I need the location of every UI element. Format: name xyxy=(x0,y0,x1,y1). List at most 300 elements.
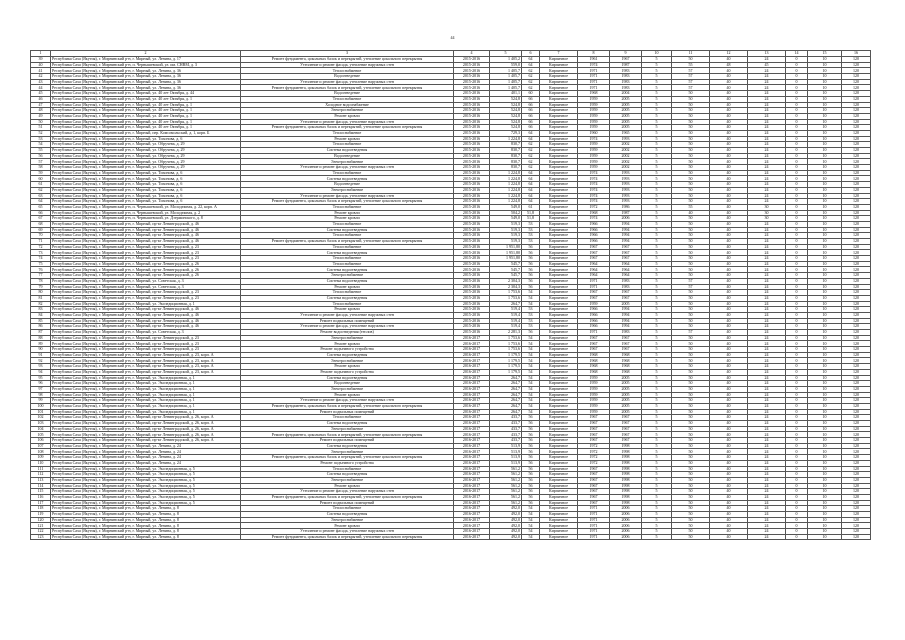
cell-period: 2015-2016 xyxy=(454,267,490,273)
cell-area: 1 405,2 xyxy=(490,57,522,63)
cell-year-built: 1964 xyxy=(578,261,610,267)
cell-col-14: 0 xyxy=(786,119,808,125)
cell-col-15: 10 xyxy=(808,57,842,63)
cell-floors: 5 xyxy=(642,432,672,438)
cell-period: 2015-2016 xyxy=(454,330,490,336)
cell-col-16: 120 xyxy=(842,415,871,421)
cell-col-13: 24 xyxy=(748,517,786,523)
cell-col-11: 57 xyxy=(672,68,710,74)
cell-col-11: 50 xyxy=(672,233,710,239)
cell-wear: 56 xyxy=(522,455,540,461)
cell-row-number: 82 xyxy=(31,301,51,307)
cell-col-11: 50 xyxy=(672,358,710,364)
cell-col-13: 24 xyxy=(748,466,786,472)
cell-wear: 64 xyxy=(522,62,540,68)
cell-year-repair: 1998 xyxy=(610,489,642,495)
cell-col-14: 0 xyxy=(786,62,808,68)
cell-col-13: 24 xyxy=(748,85,786,91)
cell-col-15: 10 xyxy=(808,96,842,102)
cell-row-number: 113 xyxy=(31,477,51,483)
cell-col-13: 24 xyxy=(748,153,786,159)
cell-floors: 5 xyxy=(642,295,672,301)
cell-work-type: Ремонт фундамента, цокольных балок и перекрытий, утепление цокольного перекрытия xyxy=(241,455,454,461)
cell-wall-material: Кирпичное xyxy=(540,312,578,318)
cell-address: Республика Саха (Якутия), г. Мирнинский р-н, г. Мирный, пр-кт Ленинградский, д. 46 xyxy=(51,312,241,318)
cell-col-16: 120 xyxy=(842,187,871,193)
cell-year-repair: 1994 xyxy=(610,233,642,239)
cell-wall-material: Кирпичное xyxy=(540,477,578,483)
cell-col-15: 10 xyxy=(808,125,842,131)
cell-floors: 5 xyxy=(642,455,672,461)
cell-col-12: 40 xyxy=(710,204,748,210)
cell-area: 433,7 xyxy=(490,426,522,432)
cell-address: Республика Саха (Якутия), г. Мирнинский р-н, г. Мирный, ул. 40 лет Октября, д. 1 xyxy=(51,119,241,125)
cell-col-15: 10 xyxy=(808,517,842,523)
cell-year-repair: 2006 xyxy=(610,512,642,518)
cell-col-12: 40 xyxy=(710,256,748,262)
cell-floors: 5 xyxy=(642,221,672,227)
cell-address: Республика Саха (Якутия), г. Мирнинский р-н, г. Мирный, ул. Обручева, д. 29 xyxy=(51,153,241,159)
cell-col-13: 24 xyxy=(748,278,786,284)
cell-wall-material: Кирпичное xyxy=(540,62,578,68)
cell-floors: 5 xyxy=(642,512,672,518)
cell-col-16: 120 xyxy=(842,477,871,483)
cell-col-12: 40 xyxy=(710,290,748,296)
cell-col-16: 120 xyxy=(842,364,871,370)
cell-col-11: 57 xyxy=(672,74,710,80)
cell-row-number: 106 xyxy=(31,438,51,444)
cell-col-11: 50 xyxy=(672,273,710,279)
cell-area: 519,3 xyxy=(490,227,522,233)
cell-col-16: 120 xyxy=(842,529,871,535)
cell-wear: 66 xyxy=(522,119,540,125)
cell-floors: 5 xyxy=(642,193,672,199)
cell-year-built: 1968 xyxy=(578,91,610,97)
cell-col-12: 40 xyxy=(710,159,748,165)
cell-work-type: Электроснабжение xyxy=(241,159,454,165)
cell-col-12: 40 xyxy=(710,438,748,444)
cell-col-15: 10 xyxy=(808,187,842,193)
cell-col-13: 45 xyxy=(748,62,786,68)
cell-area: 433,7 xyxy=(490,415,522,421)
cell-year-built: 1971 xyxy=(578,330,610,336)
cell-floors: 5 xyxy=(642,403,672,409)
cell-year-repair: 2002 xyxy=(610,159,642,165)
cell-year-built: 1967 xyxy=(578,489,610,495)
cell-year-repair: 1964 xyxy=(610,261,642,267)
cell-col-13: 24 xyxy=(748,91,786,97)
cell-year-built: 1974 xyxy=(578,193,610,199)
cell-year-built: 1959 xyxy=(578,148,610,154)
cell-wear: 66 xyxy=(522,125,540,131)
cell-work-type: Электроснабжение xyxy=(241,335,454,341)
cell-work-type: Электроснабжение xyxy=(241,358,454,364)
cell-address: Республика Саха (Якутия), г. Мирнинский р-н, г. Мирный, ул. Ленина, д. 8 xyxy=(51,506,241,512)
cell-floors: 5 xyxy=(642,312,672,318)
cell-col-13: 24 xyxy=(748,233,786,239)
cell-work-type: Электроснабжение xyxy=(241,108,454,114)
cell-col-16: 120 xyxy=(842,210,871,216)
cell-wall-material: Кирпичное xyxy=(540,290,578,296)
cell-col-15: 10 xyxy=(808,204,842,210)
cell-address: Республика Саха (Якутия), г. Мирнинский р-н, г. Мирный, ул. Ленина, д. 24 xyxy=(51,449,241,455)
cell-col-12: 40 xyxy=(710,130,748,136)
cell-col-11: 50 xyxy=(672,341,710,347)
cell-col-11: 50 xyxy=(672,415,710,421)
cell-year-repair: 1998 xyxy=(610,483,642,489)
cell-period: 2016-2017 xyxy=(454,347,490,353)
cell-work-type: Утепление и ремонт фасада, утепление наружных стен xyxy=(241,489,454,495)
cell-col-13: 24 xyxy=(748,250,786,256)
cell-area: 264,7 xyxy=(490,386,522,392)
cell-col-14: 0 xyxy=(786,79,808,85)
cell-work-type: Водоотведение xyxy=(241,91,454,97)
cell-col-13: 24 xyxy=(748,472,786,478)
cell-year-repair: 2006 xyxy=(610,216,642,222)
cell-row-number: 42 xyxy=(31,74,51,80)
cell-col-12: 40 xyxy=(710,517,748,523)
cell-col-15: 10 xyxy=(808,199,842,205)
cell-year-repair: 1998 xyxy=(610,500,642,506)
cell-area: 830,7 xyxy=(490,142,522,148)
cell-wear: 61 xyxy=(522,204,540,210)
cell-address: Республика Саха (Якутия), г. Мирнинский р-н, г. Мирный, пр-кт Ленинградский, д. 23, корп. А xyxy=(51,358,241,364)
cell-col-14: 0 xyxy=(786,227,808,233)
cell-wall-material: Кирпичное xyxy=(540,193,578,199)
cell-col-13: 24 xyxy=(748,261,786,267)
cell-area: 1 179,5 xyxy=(490,369,522,375)
cell-floors: 5 xyxy=(642,284,672,290)
cell-year-built: 1967 xyxy=(578,250,610,256)
cell-col-14: 0 xyxy=(786,193,808,199)
cell-wall-material: Кирпичное xyxy=(540,341,578,347)
cell-floors: 5 xyxy=(642,85,672,91)
cell-col-11: 50 xyxy=(672,295,710,301)
cell-wear: 56 xyxy=(522,284,540,290)
cell-col-16: 120 xyxy=(842,409,871,415)
cell-col-13: 24 xyxy=(748,227,786,233)
cell-year-built: 1967 xyxy=(578,477,610,483)
cell-period: 2016-2017 xyxy=(454,460,490,466)
cell-col-12: 40 xyxy=(710,358,748,364)
cell-address: Республика Саха (Якутия), г. Мирнинский р-н, г. Мирный, пр-кт Ленинградский, д. 23 xyxy=(51,244,241,250)
cell-work-type: Ремонт кровли xyxy=(241,483,454,489)
cell-work-type: Холодное водоснабжение xyxy=(241,102,454,108)
cell-col-14: 0 xyxy=(786,233,808,239)
cell-wear: 51,8 xyxy=(522,210,540,216)
cell-period: 2016-2017 xyxy=(454,381,490,387)
cell-year-built: 1972 xyxy=(578,460,610,466)
cell-wall-material: Кирпичное xyxy=(540,324,578,330)
cell-year-repair: 1993 xyxy=(610,136,642,142)
cell-year-built: 1959 xyxy=(578,125,610,131)
cell-col-13: 24 xyxy=(748,341,786,347)
cell-floors: 5 xyxy=(642,421,672,427)
cell-area: 549,0 xyxy=(490,204,522,210)
cell-period: 2015-2016 xyxy=(454,221,490,227)
cell-wall-material: Кирпичное xyxy=(540,415,578,421)
cell-col-13: 24 xyxy=(748,74,786,80)
cell-address: Республика Саха (Якутия), г. Мирнинский р-н, г. Мирный, ул. Обручева, д. 29 xyxy=(51,148,241,154)
cell-col-16: 120 xyxy=(842,102,871,108)
cell-col-11: 50 xyxy=(672,142,710,148)
cell-wear: 54 xyxy=(522,523,540,529)
cell-work-type: Теплоснабжение xyxy=(241,233,454,239)
cell-address: Республика Саха (Якутия), г. Мирнинский р-н, г. Мирный, пр-кт Ленинградский, д. 23 xyxy=(51,341,241,347)
cell-address: Республика Саха (Якутия), г. Мирнинский р-н, г. Мирный, ул. Обручева, д. 29 xyxy=(51,142,241,148)
cell-work-type: Теплоснабжение xyxy=(241,142,454,148)
cell-year-built: 1966 xyxy=(578,312,610,318)
cell-col-11: 50 xyxy=(672,193,710,199)
cell-period: 2015-2016 xyxy=(454,79,490,85)
cell-col-12: 40 xyxy=(710,506,748,512)
cell-wear: 56 xyxy=(522,460,540,466)
cell-col-11: 50 xyxy=(672,472,710,478)
cell-address: Республика Саха (Якутия), г. Мирнинский р-н, п. Чернышевский, ул. Дзержинского, д. 8 xyxy=(51,216,241,222)
cell-area: 2 304,3 xyxy=(490,284,522,290)
cell-col-14: 0 xyxy=(786,438,808,444)
cell-col-15: 10 xyxy=(808,460,842,466)
cell-period: 2016-2017 xyxy=(454,477,490,483)
cell-wall-material: Кирпичное xyxy=(540,455,578,461)
cell-floors: 5 xyxy=(642,57,672,63)
cell-area: 1 179,5 xyxy=(490,352,522,358)
repair-register-table xyxy=(30,50,871,540)
cell-year-built: 1974 xyxy=(578,176,610,182)
cell-col-13: 24 xyxy=(748,477,786,483)
cell-area: 492,0 xyxy=(490,517,522,523)
cell-col-13: 24 xyxy=(748,506,786,512)
cell-work-type: Ремонт фундамента, цокольных балок и перекрытий, утепление цокольного перекрытия xyxy=(241,57,454,63)
cell-col-14: 0 xyxy=(786,108,808,114)
cell-col-16: 120 xyxy=(842,375,871,381)
cell-floors: 5 xyxy=(642,301,672,307)
cell-col-14: 0 xyxy=(786,341,808,347)
cell-col-15: 10 xyxy=(808,165,842,171)
cell-year-repair: 2004 xyxy=(610,91,642,97)
cell-floors: 5 xyxy=(642,68,672,74)
cell-work-type: Водоотведение xyxy=(241,153,454,159)
cell-period: 2015-2016 xyxy=(454,136,490,142)
cell-row-number: 74 xyxy=(31,256,51,262)
cell-wear: 56 xyxy=(522,426,540,432)
cell-col-12: 40 xyxy=(710,369,748,375)
cell-col-14: 0 xyxy=(786,102,808,108)
cell-col-13: 24 xyxy=(748,239,786,245)
cell-row-number: 73 xyxy=(31,250,51,256)
cell-col-15: 10 xyxy=(808,386,842,392)
cell-col-15: 10 xyxy=(808,500,842,506)
cell-wear: 66 xyxy=(522,113,540,119)
cell-address: Республика Саха (Якутия), г. Мирнинский р-н, г. Мирный, ул. 40 лет Октября, д. 44 xyxy=(51,91,241,97)
column-header-1: 1 xyxy=(31,51,51,57)
cell-wall-material: Кирпичное xyxy=(540,421,578,427)
cell-area: 504,2 xyxy=(490,210,522,216)
cell-row-number: 68 xyxy=(31,221,51,227)
cell-area: 264,7 xyxy=(490,392,522,398)
cell-floors: 5 xyxy=(642,261,672,267)
cell-period: 2015-2016 xyxy=(454,165,490,171)
cell-wall-material: Кирпичное xyxy=(540,386,578,392)
cell-row-number: 54 xyxy=(31,142,51,148)
cell-col-13: 24 xyxy=(748,284,786,290)
column-header-5: 5 xyxy=(490,51,522,57)
cell-col-12: 40 xyxy=(710,466,748,472)
cell-floors: 5 xyxy=(642,500,672,506)
cell-year-repair: 1983 xyxy=(610,68,642,74)
cell-col-15: 10 xyxy=(808,421,842,427)
cell-year-repair: 2005 xyxy=(610,125,642,131)
cell-row-number: 85 xyxy=(31,318,51,324)
cell-col-12: 40 xyxy=(710,96,748,102)
cell-col-11: 50 xyxy=(672,523,710,529)
cell-wall-material: Кирпичное xyxy=(540,261,578,267)
cell-wall-material: Кирпичное xyxy=(540,176,578,182)
cell-col-14: 0 xyxy=(786,352,808,358)
cell-year-built: 1966 xyxy=(578,324,610,330)
cell-year-repair: 1983 xyxy=(610,74,642,80)
cell-year-built: 1959 xyxy=(578,301,610,307)
cell-col-13: 24 xyxy=(748,369,786,375)
cell-row-number: 121 xyxy=(31,523,51,529)
cell-col-16: 120 xyxy=(842,295,871,301)
cell-wear: 53 xyxy=(522,233,540,239)
cell-col-13: 24 xyxy=(748,403,786,409)
cell-col-11: 50 xyxy=(672,108,710,114)
cell-address: Республика Саха (Якутия), г. Мирнинский р-н, г. Мирный, пр-кт Ленинградский, д. 26, корп. А xyxy=(51,415,241,421)
cell-area: 492,0 xyxy=(490,529,522,535)
cell-col-12: 40 xyxy=(710,187,748,193)
cell-work-type: Утепление и ремонт фасада, утепление наружных стен xyxy=(241,398,454,404)
cell-floors: 5 xyxy=(642,415,672,421)
cell-col-16: 120 xyxy=(842,221,871,227)
cell-floors: 5 xyxy=(642,307,672,313)
cell-col-12: 40 xyxy=(710,199,748,205)
cell-wear: 54 xyxy=(522,358,540,364)
cell-col-12: 40 xyxy=(710,307,748,313)
cell-floors: 5 xyxy=(642,130,672,136)
cell-col-12: 40 xyxy=(710,460,748,466)
cell-period: 2016-2017 xyxy=(454,523,490,529)
cell-floors: 5 xyxy=(642,529,672,535)
cell-row-number: 72 xyxy=(31,244,51,250)
cell-area: 519,3 xyxy=(490,233,522,239)
cell-col-13: 24 xyxy=(748,193,786,199)
cell-row-number: 122 xyxy=(31,529,51,535)
cell-period: 2016-2017 xyxy=(454,534,490,540)
cell-col-15: 10 xyxy=(808,176,842,182)
cell-wear: 53 xyxy=(522,221,540,227)
cell-area: 433,7 xyxy=(490,432,522,438)
cell-year-built: 1966 xyxy=(578,221,610,227)
cell-wear: 51,8 xyxy=(522,216,540,222)
cell-col-14: 0 xyxy=(786,500,808,506)
cell-floors: 5 xyxy=(642,113,672,119)
cell-year-repair: 1994 xyxy=(610,239,642,245)
cell-floors: 5 xyxy=(642,494,672,500)
cell-period: 2015-2016 xyxy=(454,261,490,267)
cell-period: 2016-2017 xyxy=(454,403,490,409)
cell-wall-material: Кирпичное xyxy=(540,85,578,91)
cell-address: Республика Саха (Якутия), г. Мирнинский р-н, г. Мирный, пр-кт Ленинградский, д. 26 xyxy=(51,273,241,279)
cell-wear: 54 xyxy=(522,301,540,307)
cell-col-12: 40 xyxy=(710,74,748,80)
cell-area: 524,8 xyxy=(490,125,522,131)
cell-col-15: 10 xyxy=(808,352,842,358)
cell-col-15: 10 xyxy=(808,312,842,318)
cell-col-15: 10 xyxy=(808,261,842,267)
cell-year-repair: 1987 xyxy=(610,62,642,68)
cell-col-14: 0 xyxy=(786,307,808,313)
cell-area: 561,2 xyxy=(490,477,522,483)
cell-work-type: Ремонт подвальных помещений xyxy=(241,409,454,415)
cell-col-11: 50 xyxy=(672,216,710,222)
cell-col-16: 120 xyxy=(842,307,871,313)
cell-address: Республика Саха (Якутия), г. Мирнинский р-н, г. Мирный, ул. Тихонова, д. 6 xyxy=(51,136,241,142)
cell-wall-material: Кирпичное xyxy=(540,233,578,239)
cell-wall-material: Кирпичное xyxy=(540,182,578,188)
cell-year-built: 1967 xyxy=(578,466,610,472)
cell-period: 2015-2016 xyxy=(454,102,490,108)
cell-col-11: 50 xyxy=(672,199,710,205)
cell-col-16: 120 xyxy=(842,250,871,256)
cell-area: 1 224,8 xyxy=(490,182,522,188)
cell-work-type: Утепление и ремонт фасада, утепление наружных стен xyxy=(241,79,454,85)
cell-period: 2015-2016 xyxy=(454,284,490,290)
cell-col-11: 50 xyxy=(672,182,710,188)
cell-work-type: Ремонт фундамента, цокольных балок и перекрытий, утепление цокольного перекрытия xyxy=(241,494,454,500)
cell-row-number: 93 xyxy=(31,364,51,370)
cell-col-12: 40 xyxy=(710,85,748,91)
cell-wall-material: Кирпичное xyxy=(540,506,578,512)
cell-col-11: 50 xyxy=(672,494,710,500)
cell-col-13: 24 xyxy=(748,301,786,307)
cell-col-11: 50 xyxy=(672,250,710,256)
cell-year-repair: 1998 xyxy=(610,449,642,455)
cell-floors: 5 xyxy=(642,375,672,381)
cell-row-number: 90 xyxy=(31,347,51,353)
cell-wear: 56 xyxy=(522,273,540,279)
cell-col-11: 57 xyxy=(672,79,710,85)
column-header-8: 8 xyxy=(578,51,610,57)
cell-wall-material: Кирпичное xyxy=(540,426,578,432)
cell-col-11: 50 xyxy=(672,477,710,483)
cell-col-11: 50 xyxy=(672,318,710,324)
cell-row-number: 59 xyxy=(31,170,51,176)
cell-col-16: 120 xyxy=(842,312,871,318)
cell-col-16: 120 xyxy=(842,449,871,455)
cell-address: Республика Саха (Якутия), г. Мирнинский р-н, г. Мирный, ул. Ленина, д. 8 xyxy=(51,529,241,535)
cell-period: 2016-2017 xyxy=(454,483,490,489)
cell-wear: 53 xyxy=(522,307,540,313)
cell-col-12: 40 xyxy=(710,284,748,290)
cell-col-11: 50 xyxy=(672,261,710,267)
cell-col-13: 24 xyxy=(748,130,786,136)
cell-col-13: 24 xyxy=(748,142,786,148)
cell-wear: 54 xyxy=(522,398,540,404)
cell-col-12: 40 xyxy=(710,494,748,500)
cell-floors: 5 xyxy=(642,324,672,330)
cell-address: Республика Саха (Якутия), г. Мирнинский р-н, п. Чернышевский, ул. Молодежная, д. 22, корп. А xyxy=(51,204,241,210)
cell-wall-material: Кирпичное xyxy=(540,358,578,364)
cell-area: 519,4 xyxy=(490,318,522,324)
cell-wall-material: Кирпичное xyxy=(540,159,578,165)
cell-work-type: Электроснабжение xyxy=(241,187,454,193)
cell-address: Республика Саха (Якутия), г. Мирнинский р-н, г. Мирный, пр-кт Ленинградский, д. 46 xyxy=(51,221,241,227)
cell-col-15: 10 xyxy=(808,244,842,250)
register-sheet xyxy=(30,50,869,540)
cell-col-12: 40 xyxy=(710,512,748,518)
